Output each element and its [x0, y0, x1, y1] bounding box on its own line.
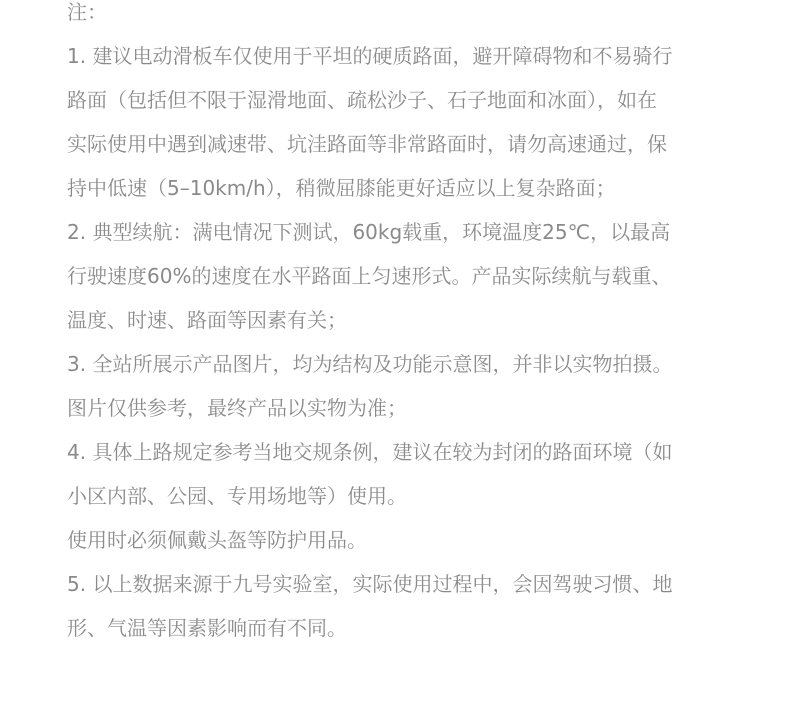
note-line: 4. 具体上路规定参考当地交规条例，建议在较为封闭的路面环境（如	[67, 440, 673, 464]
note-line: 路面（包括但不限于湿滑地面、疏松沙子、石子地面和冰面），如在	[67, 88, 657, 112]
note-line: 实际使用中遇到减速带、坑洼路面等非常路面时，请勿高速通过，保	[67, 132, 667, 156]
notes-heading: 注：	[67, 0, 107, 24]
note-line: 图片仅供参考，最终产品以实物为准；	[67, 396, 407, 420]
note-line: 使用时必须佩戴头盔等防护用品。	[67, 528, 367, 552]
note-line: 5. 以上数据来源于九号实验室，实际使用过程中，会因驾驶习惯、地	[67, 572, 673, 596]
note-line: 行驶速度60%的速度在水平路面上匀速形式。产品实际续航与载重、	[67, 264, 672, 288]
note-line: 3. 全站所展示产品图片，均为结构及功能示意图，并非以实物拍摄。	[67, 352, 673, 376]
note-line: 2. 典型续航：满电情况下测试，60kg载重，环境温度25℃，以最高	[67, 220, 671, 244]
note-line: 1. 建议电动滑板车仅使用于平坦的硬质路面，避开障碍物和不易骑行	[67, 44, 673, 68]
notes-section	[67, 0, 732, 650]
note-line: 形、气温等因素影响而有不同。	[67, 616, 347, 640]
note-line: 温度、时速、路面等因素有关；	[67, 308, 347, 332]
note-line: 持中低速（5–10km/h），稍微屈膝能更好适应以上复杂路面；	[67, 176, 616, 200]
note-line: 小区内部、公园、专用场地等）使用。	[67, 484, 407, 508]
